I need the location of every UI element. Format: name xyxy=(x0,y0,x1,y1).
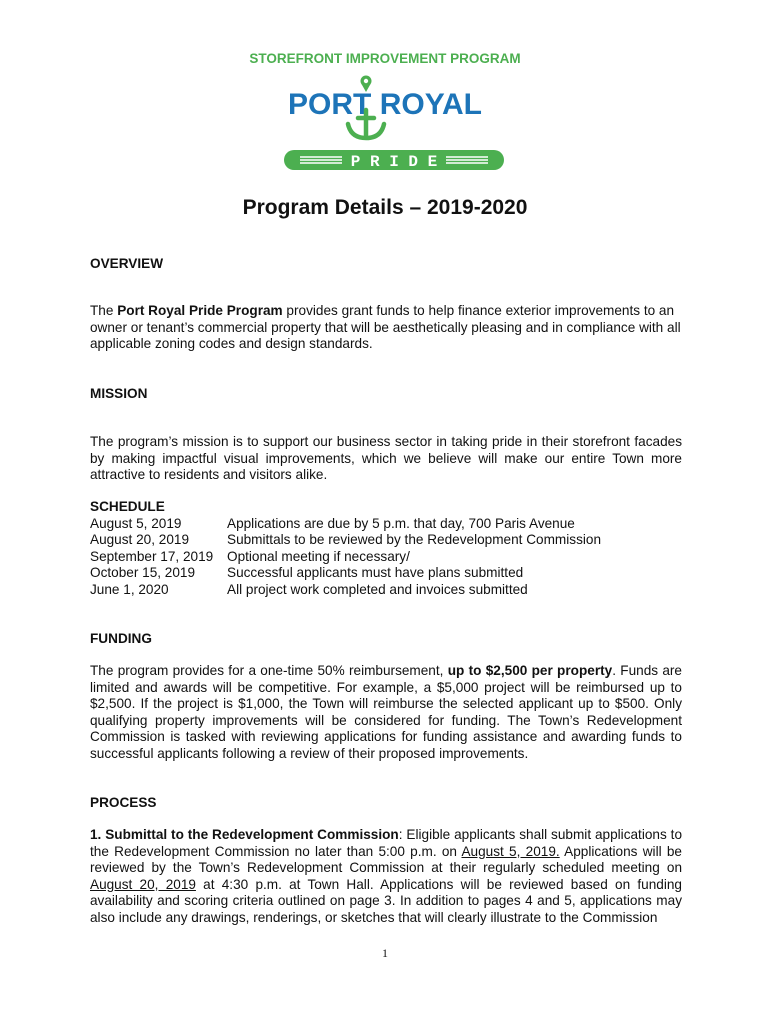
page-title: Program Details – 2019-2020 xyxy=(242,196,528,219)
schedule-date: August 20, 2019 xyxy=(90,532,190,548)
process-date-2: August 20, 2019 xyxy=(90,876,196,892)
logo-tagline: P R I D E xyxy=(350,153,438,171)
overview-text: provides grant funds to help finance exterior improvements to an owner or tenant’s commercial property that will be aesthetically pleasing and in compliance with all applicable zoning codes and design standards. xyxy=(90,303,681,352)
mission-section xyxy=(90,386,682,403)
process-heading: PROCESS xyxy=(90,795,157,810)
schedule-desc: Submittals to be reviewed by the Redevelopment Commission xyxy=(227,532,602,548)
schedule-date: October 15, 2019 xyxy=(90,565,196,581)
schedule-desc: Applications are due by 5 p.m. that day, 700 Paris Avenue xyxy=(227,515,575,531)
schedule-date: August 5, 2019 xyxy=(90,515,182,531)
funding-limit: up to $2,500 per property xyxy=(447,663,613,678)
funding-paragraph xyxy=(90,663,682,763)
process-section xyxy=(90,795,682,812)
overview-intro: The xyxy=(90,303,118,318)
overview-section xyxy=(90,256,682,273)
overview-program-name: Port Royal Pride Program xyxy=(117,303,283,318)
process-text-b: Applications will be reviewed by the Town’s Redevelopment Commission at their regularly scheduled meeting on xyxy=(90,843,682,876)
logo-program-name: STOREFRONT IMPROVEMENT PROGRAM xyxy=(249,51,521,66)
page-number: 1 xyxy=(382,946,388,960)
overview-heading: OVERVIEW xyxy=(90,256,164,271)
logo-brand-name: PORT ROYAL xyxy=(288,88,482,121)
mission-paragraph: The program’s mission is to support our business sector in taking pride in their storefront facades by making impactful visual improvements, which we believe will make our entire Town more attractive to residents and visitors alike. xyxy=(90,434,682,483)
schedule-date: September 17, 2019 xyxy=(90,548,214,564)
process-text-c: at 4:30 p.m. at Town Hall. Applications will be reviewed based on funding availability and scoring criteria outlined on page 3. In addition to pages 4 and 5, applications may also include any drawings, renderings, or sketches that will clearly illustrate to the Commission xyxy=(90,876,682,925)
schedule-heading: SCHEDULE xyxy=(90,499,165,514)
logo-graphic xyxy=(230,44,540,174)
funding-heading: FUNDING xyxy=(90,631,152,646)
overview-paragraph xyxy=(90,303,682,353)
schedule-row xyxy=(90,532,690,549)
process-step-title: 1. Submittal to the Redevelopment Commission xyxy=(90,827,399,842)
schedule-row xyxy=(90,549,690,566)
process-date-1: August 5, 2019. xyxy=(461,843,560,859)
process-paragraph xyxy=(90,827,682,927)
schedule-desc: Optional meeting if necessary/ xyxy=(227,548,410,564)
schedule-desc: All project work completed and invoices submitted xyxy=(227,581,528,597)
schedule-row xyxy=(90,565,690,582)
funding-text-a: The program provides for a one-time 50% reimbursement, xyxy=(90,663,448,678)
schedule-desc: Successful applicants must have plans submitted xyxy=(227,565,524,581)
process-text-a: : Eligible applicants shall submit applications to the Redevelopment Commission no later than 5:00 p.m. on xyxy=(90,827,683,859)
schedule-row xyxy=(90,516,690,533)
schedule-date: June 1, 2020 xyxy=(90,581,169,597)
funding-text-b: . Funds are limited and awards will be competitive. For example, a $5,000 project will be reimbursed up to $2,500. If the project is $1,000, the Town will reimburse the selected applicant up to $500. Only qualifying property improvements will be considered for funding. The Town’s Redevelopment Commission is tasked with reviewing applications for funding assistance and awarding funds to successful applicants following a review of their proposed improvements. xyxy=(90,663,682,761)
schedule-section xyxy=(90,499,690,599)
funding-section xyxy=(90,631,682,648)
schedule-row xyxy=(90,582,690,599)
mission-heading: MISSION xyxy=(90,386,148,401)
port-royal-pride-logo xyxy=(230,44,540,174)
